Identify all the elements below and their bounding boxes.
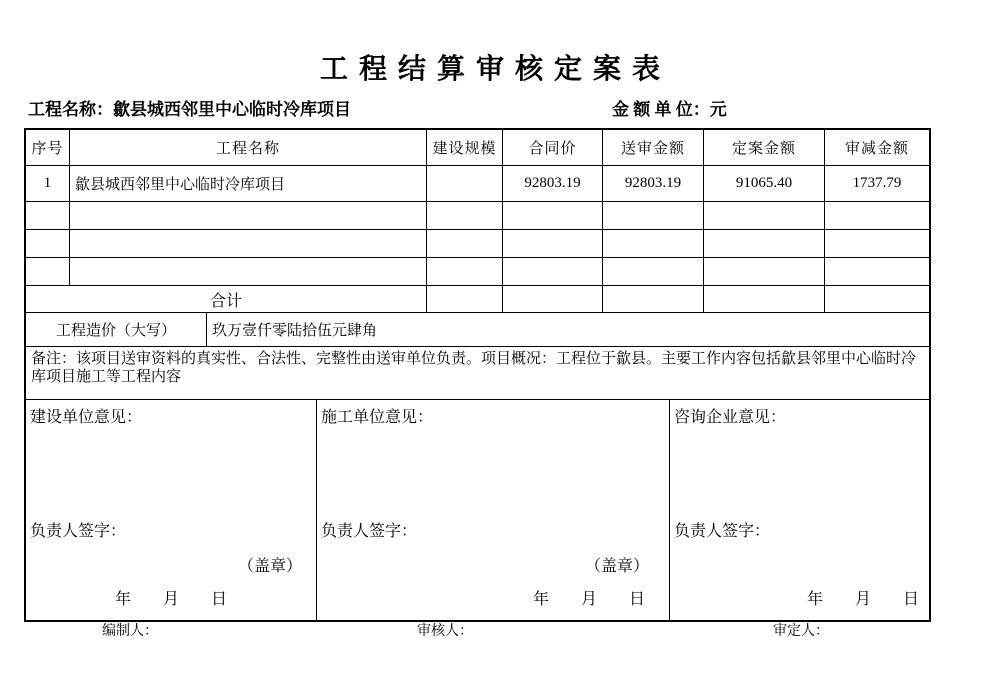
empty-cell xyxy=(704,230,825,257)
cell-contract-price: 92803.19 xyxy=(503,166,603,201)
cell-finalized-amount: 91065.40 xyxy=(704,166,825,201)
preparer-label: 编制人： xyxy=(102,624,158,639)
empty-cell xyxy=(427,286,503,312)
empty-cell xyxy=(603,202,704,229)
empty-cell xyxy=(70,258,427,285)
table-row-empty xyxy=(26,258,929,286)
empty-cell xyxy=(704,286,825,312)
footer-line xyxy=(0,620,982,642)
empty-cell xyxy=(26,258,70,285)
project-name-value: 歙县城西邻里中心临时冷库项目 xyxy=(113,100,351,119)
opinion-cell-construction-unit xyxy=(26,400,317,620)
empty-cell xyxy=(427,230,503,257)
opinion-label: 施工单位意见： xyxy=(321,409,434,426)
table-row-empty xyxy=(26,202,929,230)
opinion-cell-contractor xyxy=(317,400,670,620)
table-header-row xyxy=(26,130,929,166)
remark-row xyxy=(26,347,929,400)
empty-cell xyxy=(427,202,503,229)
empty-cell xyxy=(825,202,929,229)
empty-cell xyxy=(603,258,704,285)
date-placeholder: 年 月 日 xyxy=(114,591,227,608)
approver-label: 审定人： xyxy=(773,624,829,639)
settlement-table xyxy=(24,128,931,622)
empty-cell xyxy=(427,258,503,285)
cell-build-scale xyxy=(427,166,503,201)
col-header-name: 工程名称 xyxy=(70,130,427,165)
opinions-row xyxy=(26,400,929,620)
opinion-label: 建设单位意见： xyxy=(30,409,143,426)
empty-cell xyxy=(825,286,929,312)
date-placeholder: 年 月 日 xyxy=(532,591,645,608)
reviewer-label: 审核人： xyxy=(417,624,473,639)
capital-amount-value-cell: 玖万壹仟零陆拾伍元肆角 xyxy=(212,323,378,339)
cell-project-name: 歙县城西邻里中心临时冷库项目 xyxy=(70,166,427,201)
total-label-cell: 合计 xyxy=(26,286,427,312)
capital-amount-row xyxy=(26,313,929,347)
empty-cell xyxy=(503,286,603,312)
table-row-empty xyxy=(26,230,929,258)
project-name-label: 工程名称： xyxy=(28,100,113,119)
cell-submitted-amount: 92803.19 xyxy=(603,166,704,201)
signature-label: 负责人签字： xyxy=(674,523,771,540)
col-header-finalized: 定案金额 xyxy=(704,130,825,165)
empty-cell xyxy=(503,258,603,285)
empty-cell xyxy=(603,286,704,312)
col-header-scale: 建设规模 xyxy=(427,130,503,165)
signature-label: 负责人签字： xyxy=(321,523,418,540)
col-header-seq: 序号 xyxy=(26,130,70,165)
empty-cell xyxy=(704,202,825,229)
empty-cell xyxy=(603,230,704,257)
capital-amount-label-cell: 工程造价（大写） xyxy=(26,313,207,346)
project-name-line xyxy=(28,95,351,120)
total-row xyxy=(26,286,929,313)
empty-cell xyxy=(503,202,603,229)
page-title: 工 程 结 算 审 核 定 案 表 xyxy=(319,54,662,85)
signature-label: 负责人签字： xyxy=(30,523,127,540)
opinion-cell-consulting-firm xyxy=(670,400,929,620)
table-row xyxy=(26,166,929,202)
empty-cell xyxy=(26,230,70,257)
empty-cell xyxy=(825,230,929,257)
empty-cell xyxy=(503,230,603,257)
opinion-label: 咨询企业意见： xyxy=(674,409,787,426)
col-header-submitted: 送审金额 xyxy=(603,130,704,165)
empty-cell xyxy=(704,258,825,285)
amount-unit-label: 金 额 单 位：元 xyxy=(612,100,727,119)
empty-cell xyxy=(70,202,427,229)
seal-label: （盖章） xyxy=(584,558,649,575)
cell-reduced-amount: 1737.79 xyxy=(852,175,902,191)
empty-cell xyxy=(70,230,427,257)
col-header-contract: 合同价 xyxy=(503,130,603,165)
remark-cell: 备注：该项目送审资料的真实性、合法性、完整性由送审单位负责。项目概况：工程位于歙县。主要工作内容包括歙县邻里中心临时冷库项目施工等工程内容 xyxy=(31,351,917,385)
date-placeholder: 年 月 日 xyxy=(806,591,919,608)
seal-label: （盖章） xyxy=(237,558,302,575)
cell-seq: 1 xyxy=(26,166,70,201)
empty-cell xyxy=(26,202,70,229)
col-header-reduced: 审减金额 xyxy=(844,141,909,157)
empty-cell xyxy=(825,258,929,285)
